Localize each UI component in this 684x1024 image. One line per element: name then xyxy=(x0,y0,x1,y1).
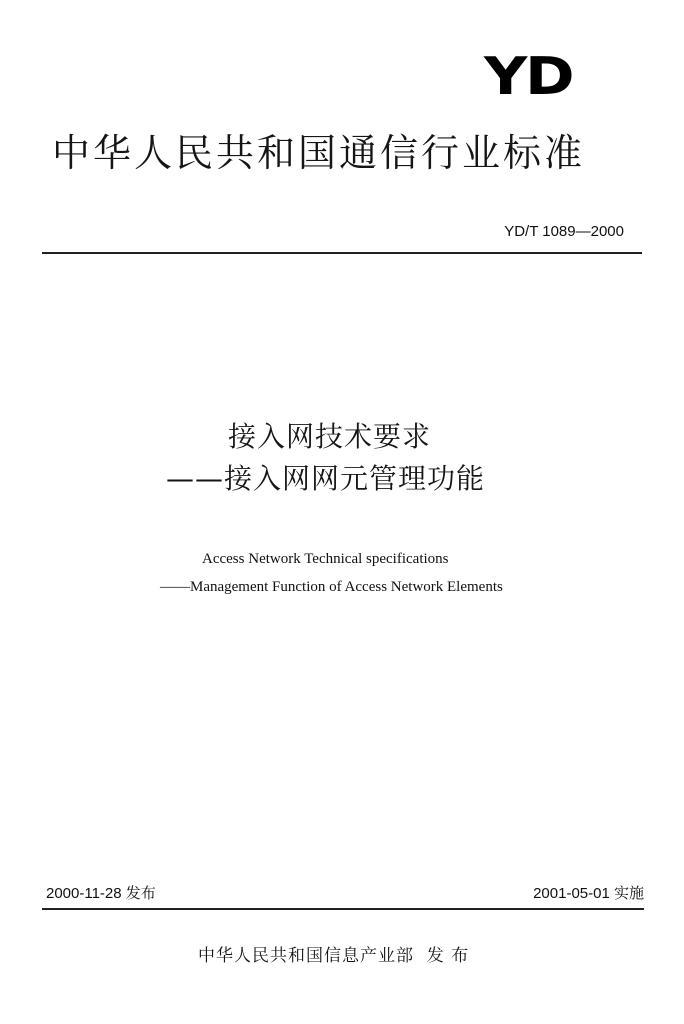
implementation-date: 2001-05-01 实施 xyxy=(533,885,644,902)
yd-logo: YD xyxy=(484,47,573,107)
issue-date: 2000-11-28 发布 xyxy=(46,885,156,902)
standard-number: YD/T 1089—2000 xyxy=(504,223,624,240)
title-chinese-line1: 接入网技术要求 xyxy=(228,420,432,453)
title-english-line2: ——Management Function of Access Network Elements xyxy=(160,579,503,595)
publisher: 中华人民共和国信息产业部 发 布 xyxy=(198,946,470,966)
title-english-line1: Access Network Technical specifications xyxy=(202,551,449,567)
title-chinese-line2: ——接入网网元管理功能 xyxy=(166,462,486,495)
bottom-divider xyxy=(42,908,644,910)
header-title: 中华人民共和国通信行业标准 xyxy=(52,131,586,175)
top-divider xyxy=(42,252,642,254)
